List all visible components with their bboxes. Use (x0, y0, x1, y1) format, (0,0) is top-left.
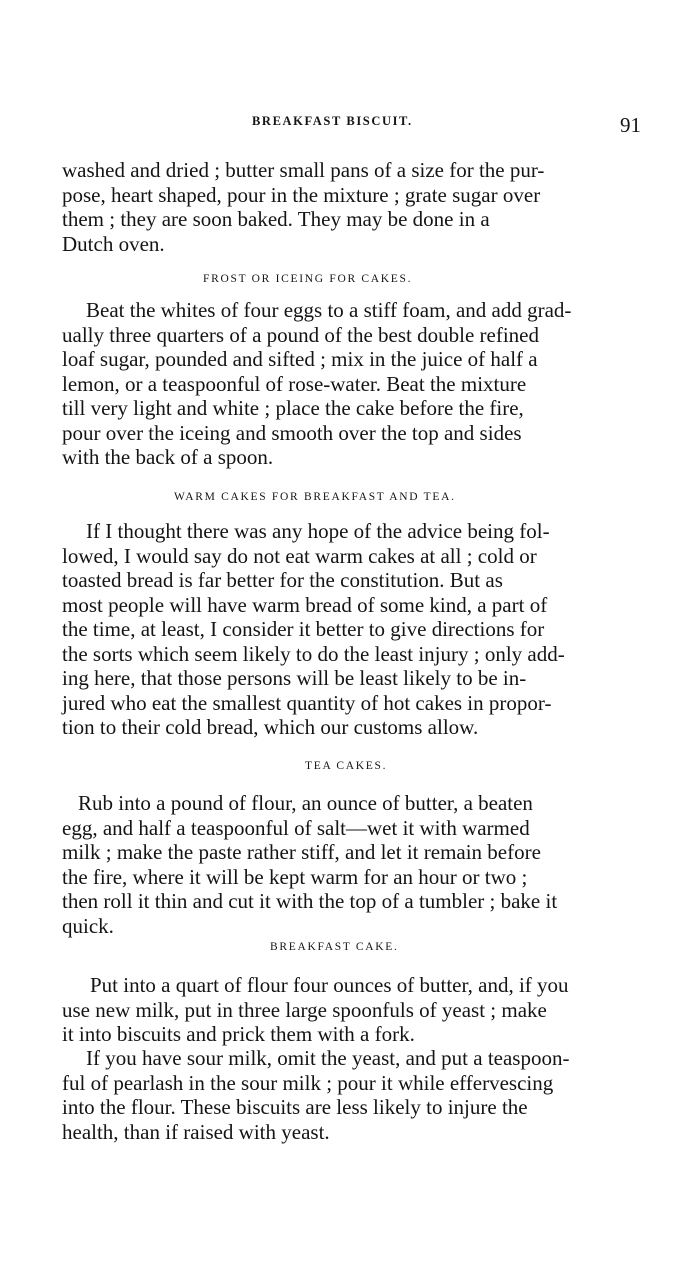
warm-cakes-paragraph: If I thought there was any hope of the advice being fol- lowed, I would say do not eat warm cakes at all ; cold or toasted bread is far better for the constitution. But as most people will have warm bread of some kind, a part of the time, at least, I consider it better to give directions for the sorts which seem likely to do the least injury ; only add- ing here, that those persons will be least likely to be in- jured who eat the smallest quantity of hot cakes in propor- tion to their cold bread, which our customs allow. (62, 519, 565, 739)
running-head: BREAKFAST BISCUIT. (252, 114, 413, 128)
frost-paragraph: Beat the whites of four eggs to a stiff foam, and add grad- ually three quarters of a pound of the best double refined loaf sugar, pounded and sifted ; mix in the juice of half a lemon, or a teaspoonful of rose-water. Beat the mixture till very light and white ; place the cake before the fire, pour over the iceing and smooth over the top and sides with the back of a spoon. (62, 298, 572, 469)
heading-tea-cakes: TEA CAKES. (305, 760, 388, 772)
heading-frost-iceing: FROST OR ICEING FOR CAKES. (203, 273, 413, 285)
breakfast-cake-paragraph-2: If you have sour milk, omit the yeast, and put a teaspoon- ful of pearlash in the sour milk ; pour it while effervescing into the flour. These biscuits are less likely to injure the health, than if raised with yeast. (62, 1046, 570, 1144)
tea-cakes-paragraph: Rub into a pound of flour, an ounce of butter, a beaten egg, and half a teaspoonful of salt—wet it with warmed milk ; make the paste rather stiff, and let it remain before the fire, where it will be kept warm for an hour or two ; then roll it thin and cut it with the top of a tumbler ; bake it quick. (62, 791, 558, 938)
breakfast-cake-paragraph-1: Put into a quart of flour four ounces of butter, and, if you use new milk, put in three large spoonfuls of yeast ; make it into biscuits and prick them with a fork. (62, 973, 569, 1046)
heading-warm-cakes: WARM CAKES FOR BREAKFAST AND TEA. (174, 491, 456, 503)
continuation-paragraph: washed and dried ; butter small pans of a size for the pur- pose, heart shaped, pour in the mixture ; grate sugar over them ; they are soon baked. They may be done in a Dutch oven. (62, 158, 545, 256)
page-number: 91 (620, 113, 641, 137)
heading-breakfast-cake: BREAKFAST CAKE. (270, 941, 399, 953)
